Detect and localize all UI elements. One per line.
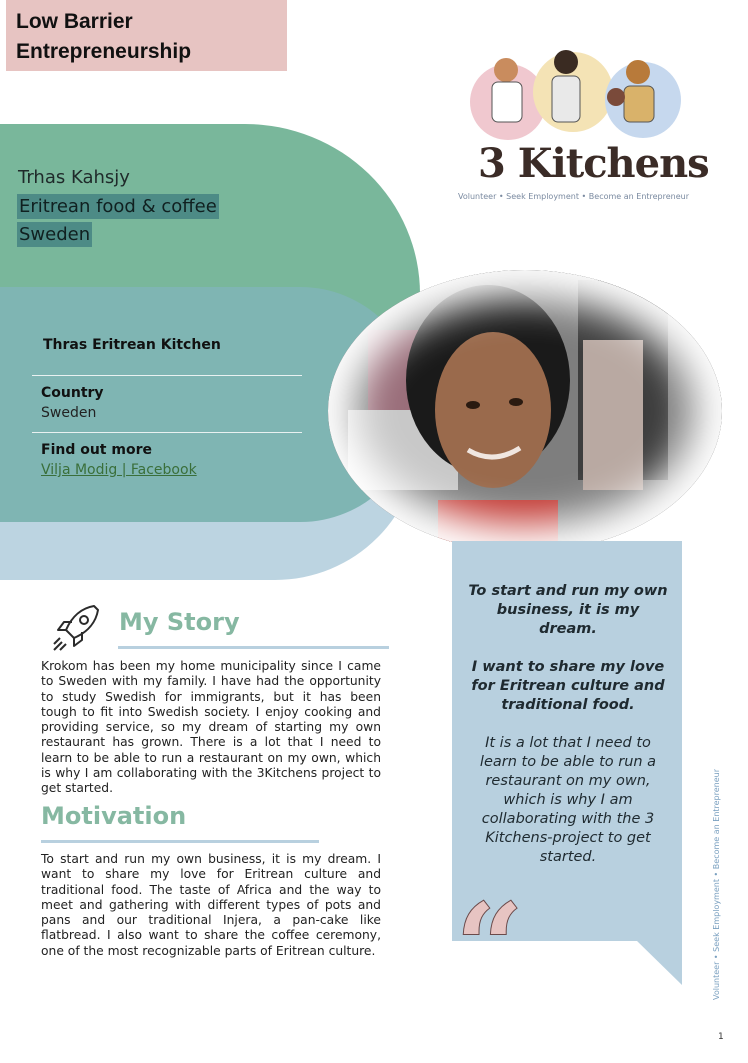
quote-marks-icon: “	[455, 877, 525, 1018]
story-divider	[118, 646, 389, 649]
header-title-line1: Low Barrier	[16, 10, 133, 33]
header-title-line2: Entrepreneurship	[16, 40, 192, 63]
portrait-photo	[328, 270, 722, 552]
quote-line-2: I want to share my love for Eritrean culture and traditional food.	[471, 659, 665, 713]
motivation-divider	[41, 840, 319, 843]
profile-name: Trhas Kahsjy	[18, 167, 130, 188]
kitchen-name: Thras Eritrean Kitchen	[43, 337, 221, 353]
profile-business-type: Eritrean food & coffee	[19, 196, 217, 217]
side-tagline: Volunteer • Seek Employment • Become an Entrepreneur	[712, 768, 721, 1000]
photo-vignette	[328, 270, 722, 552]
logo-tagline: Volunteer • Seek Employment • Become an Entrepreneur	[458, 192, 690, 201]
page-number: 1	[718, 1032, 724, 1042]
profile-country: Sweden	[19, 224, 91, 245]
story-title: My Story	[119, 608, 240, 636]
country-label: Country	[41, 385, 104, 401]
find-out-more-label: Find out more	[41, 442, 152, 458]
quote-line-1: To start and run my own business, it is my dream.	[468, 583, 668, 637]
facebook-link[interactable]: Vilja Modig | Facebook	[41, 462, 197, 478]
country-value: Sweden	[41, 405, 97, 421]
quote-text	[468, 582, 668, 867]
header-title	[16, 7, 191, 67]
divider	[32, 432, 302, 433]
motivation-title: Motivation	[41, 802, 187, 830]
rocket-icon	[48, 600, 104, 656]
logo-title: 3 Kitchens	[478, 140, 709, 187]
story-body: Krokom has been my home municipality since I came to Sweden with my family. I have had the opportunity to study Swedish for immigrants, but it has been tough to fit into Swedish society. I enjoy cooking and providing service, so my dream of starting my own restaurant has grown. There is a lot that I need to learn to be able to run a restaurant on my own, which is why I am collaborating with the 3Kitchens project to get started.	[41, 659, 381, 796]
motivation-body: To start and run my own business, it is my dream. I want to share my love for Eritrean culture and traditional food. The taste of Africa and the way to meet and gathering with different types of pots and pans and our traditional Injera, a pan-cake like flatbread. I also want to share the coffee ceremony, one of the most recognizable parts of Eritrean culture.	[41, 852, 381, 958]
divider	[32, 375, 302, 376]
quote-line-3: It is a lot that I need to learn to be able to run a restaurant on my own, which is why I am collaborating with the 3 Kitchens-project to get started.	[479, 735, 657, 865]
logo-illustration	[468, 42, 683, 142]
quote-tail	[636, 940, 682, 985]
